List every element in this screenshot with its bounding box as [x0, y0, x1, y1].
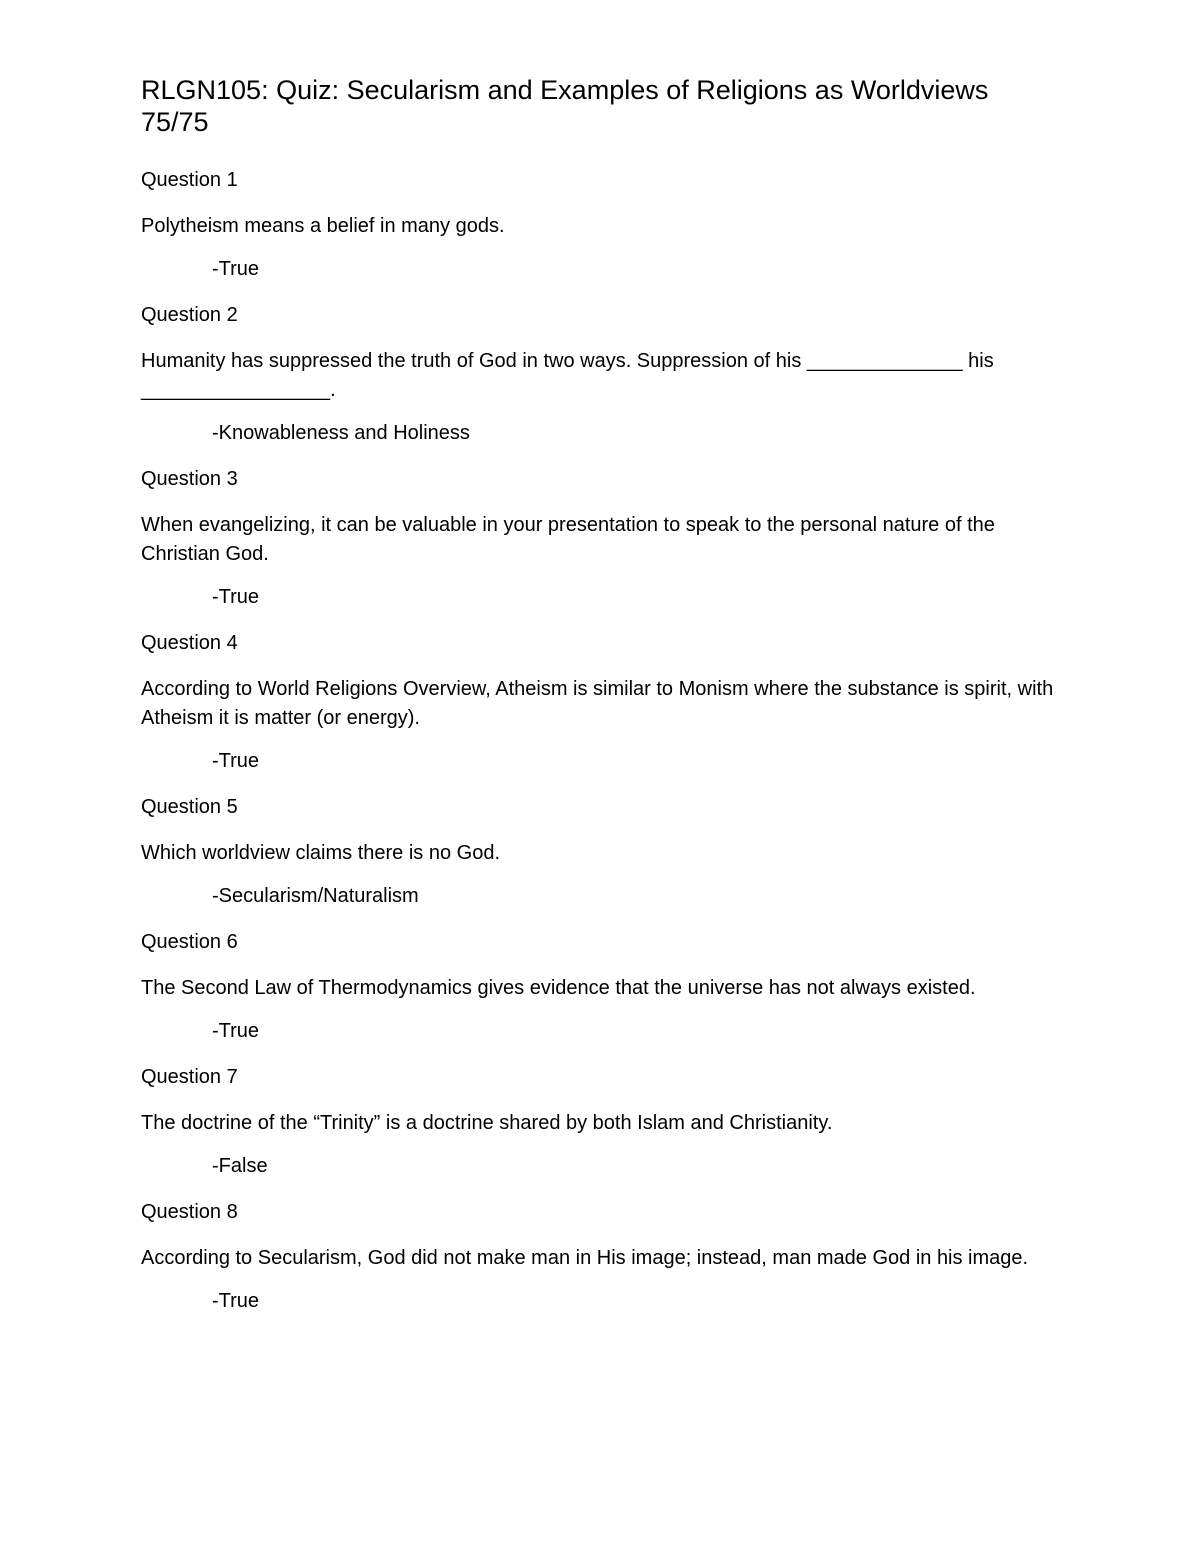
document-title: RLGN105: Quiz: Secularism and Examples of Religions as Worldviews 75/75 — [141, 75, 989, 137]
question-text: Which worldview claims there is no God. — [141, 842, 501, 864]
question-label: Question 8 — [141, 1201, 238, 1223]
question-block — [141, 928, 1061, 1045]
question-text: According to Secularism, God did not make man in His image; instead, man made God in his image. — [141, 1247, 1029, 1269]
question-label: Question 2 — [141, 304, 238, 326]
question-block — [141, 301, 1061, 447]
question-answer: -True — [212, 1020, 260, 1042]
question-answer: -Secularism/Naturalism — [212, 885, 419, 907]
question-answer: -Knowableness and Holiness — [212, 422, 470, 444]
question-label: Question 3 — [141, 468, 238, 490]
question-block — [141, 465, 1061, 611]
question-label: Question 4 — [141, 632, 238, 654]
question-block — [141, 629, 1061, 775]
question-block — [141, 1063, 1061, 1180]
question-answer: -True — [212, 586, 260, 608]
question-answer: -False — [212, 1155, 268, 1177]
question-answer: -True — [212, 750, 260, 772]
document-content — [141, 74, 1061, 1333]
question-label: Question 6 — [141, 931, 238, 953]
question-answer: -True — [212, 1290, 260, 1312]
question-label: Question 1 — [141, 169, 238, 191]
question-block — [141, 793, 1061, 910]
question-text: Humanity has suppressed the truth of God in two ways. Suppression of his ______________ his _________________. — [141, 350, 994, 401]
question-text: Polytheism means a belief in many gods. — [141, 215, 505, 237]
question-block — [141, 1198, 1061, 1315]
question-label: Question 5 — [141, 796, 238, 818]
question-block — [141, 166, 1061, 283]
question-label: Question 7 — [141, 1066, 238, 1088]
question-text: When evangelizing, it can be valuable in your presentation to speak to the personal nature of the Christian God. — [141, 514, 995, 565]
question-text: The Second Law of Thermodynamics gives evidence that the universe has not always existed. — [141, 977, 976, 999]
question-text: The doctrine of the “Trinity” is a doctrine shared by both Islam and Christianity. — [141, 1112, 833, 1134]
question-text: According to World Religions Overview, Atheism is similar to Monism where the substance is spirit, with Atheism it is matter (or energy). — [141, 678, 1054, 729]
question-answer: -True — [212, 258, 260, 280]
